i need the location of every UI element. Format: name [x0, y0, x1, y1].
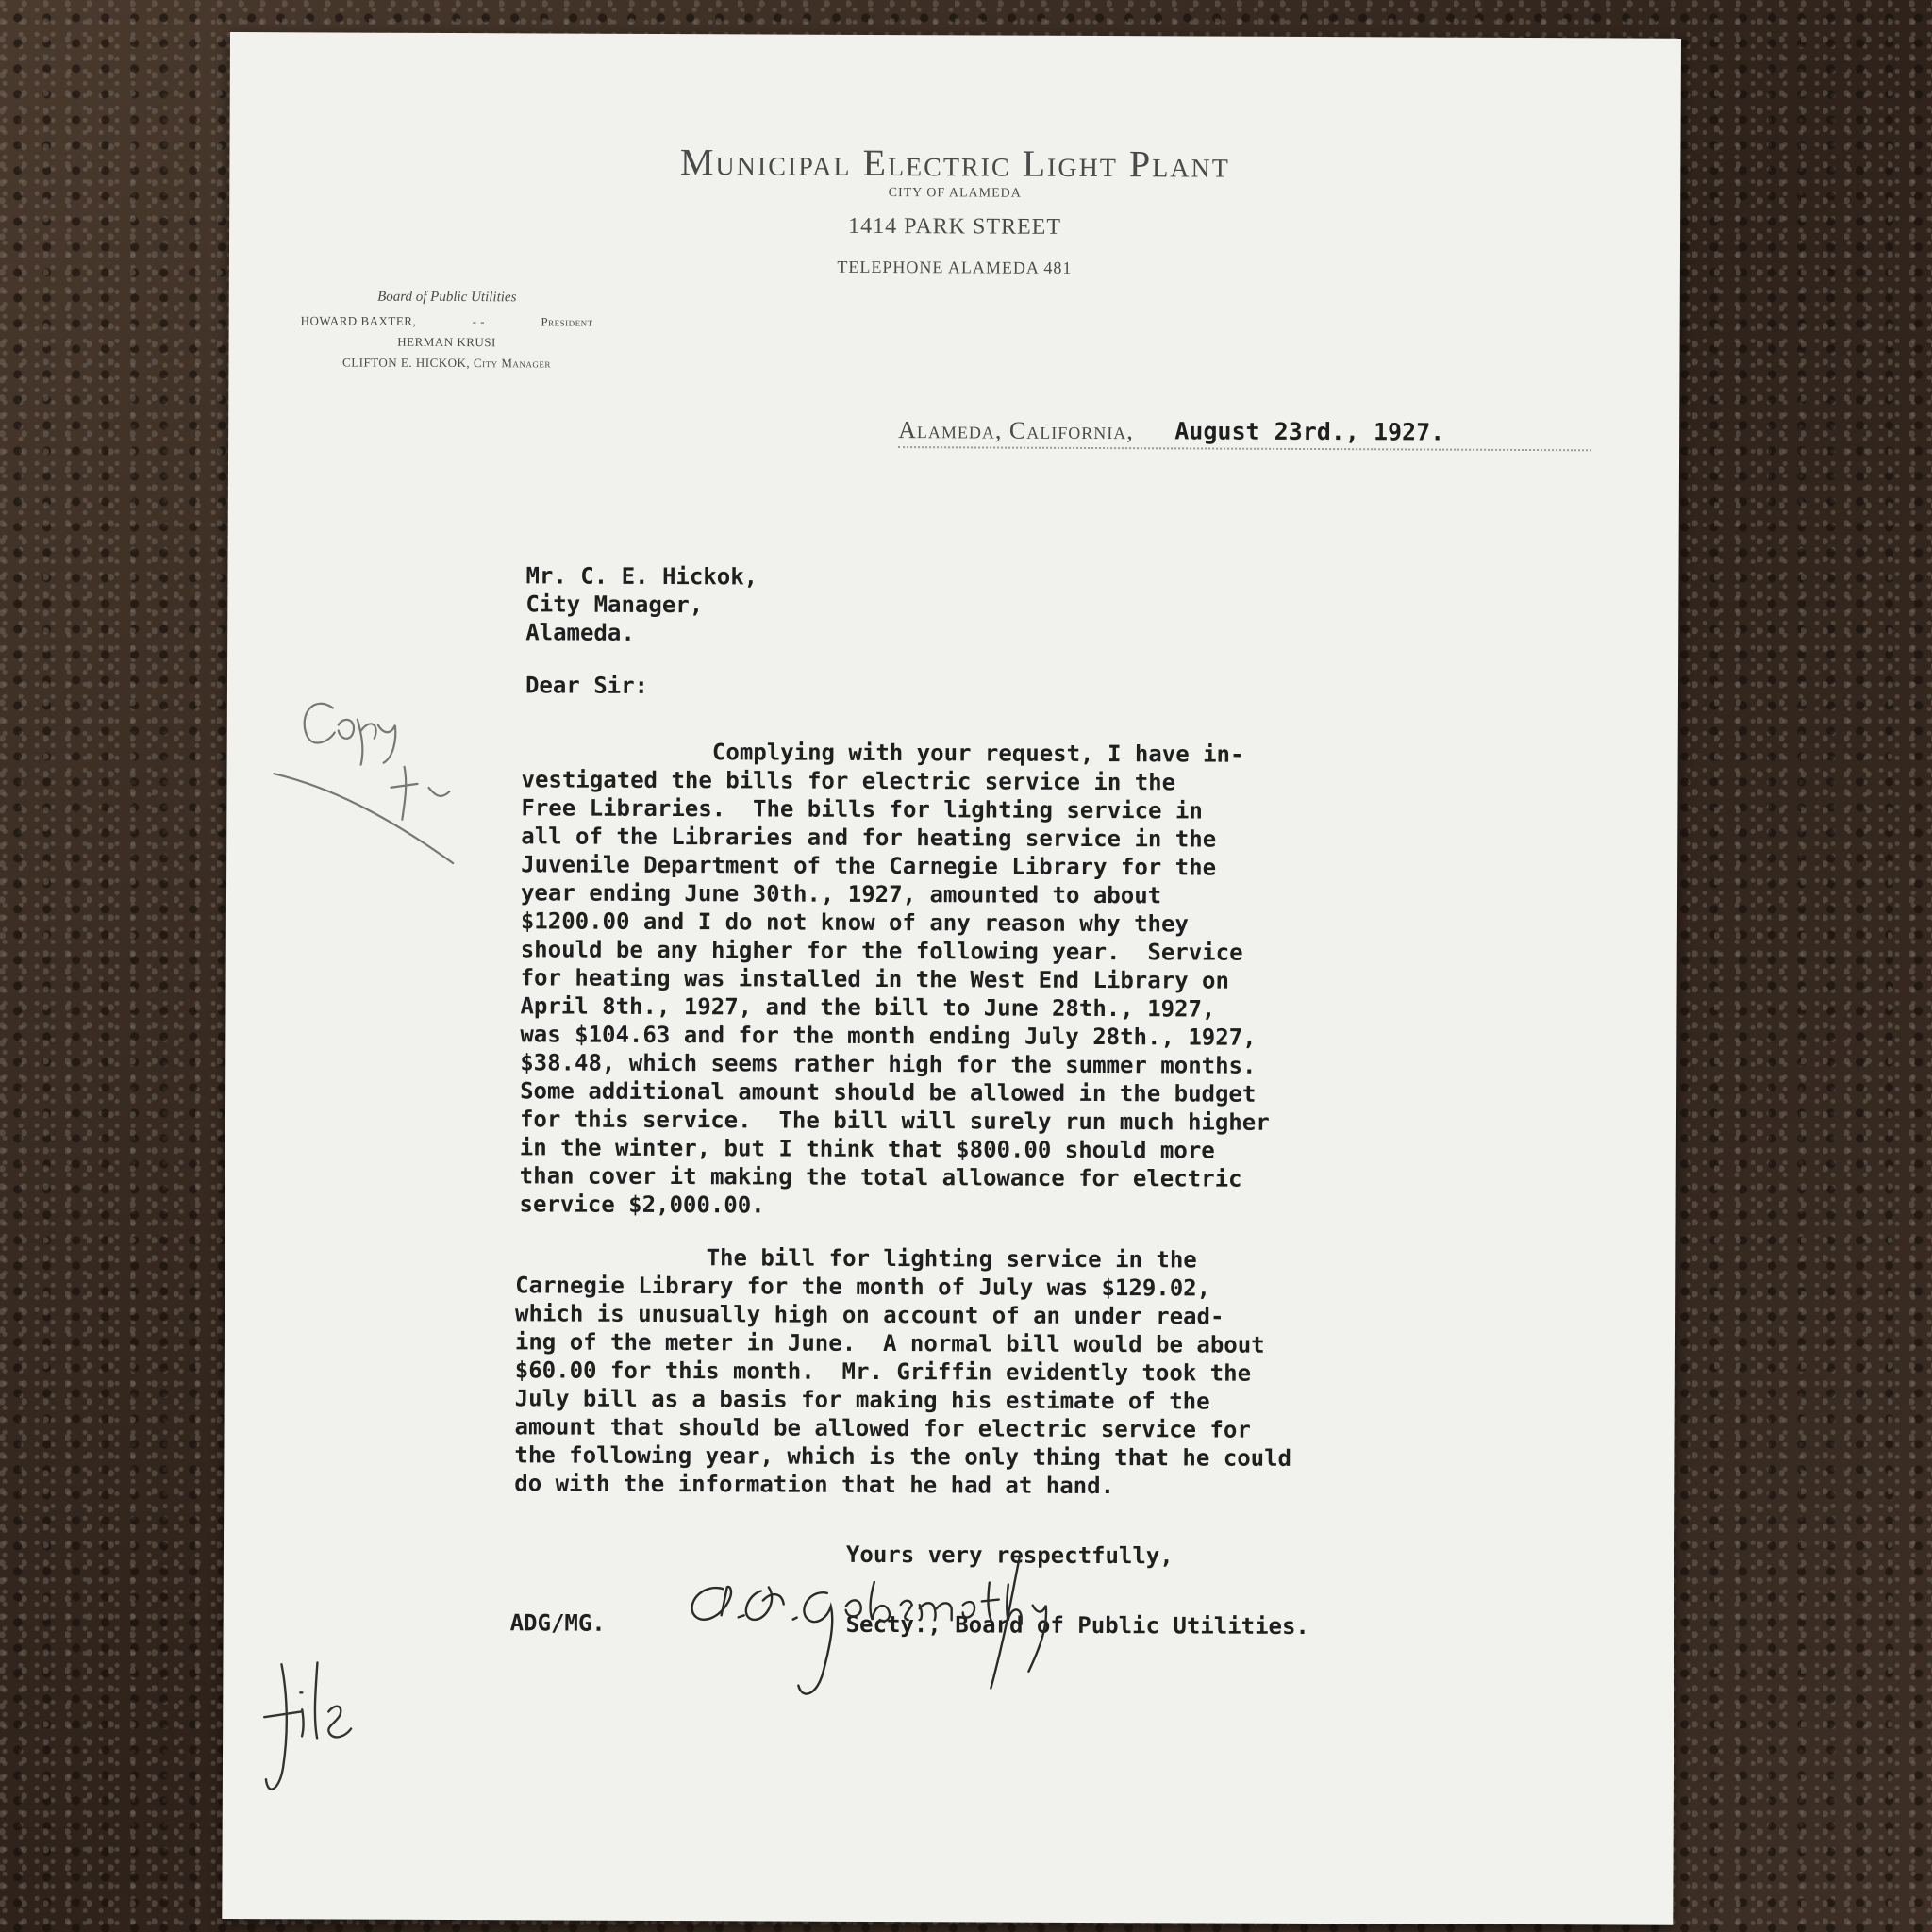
signature-handwriting	[691, 1555, 1046, 1695]
board-member-role: President	[541, 314, 593, 329]
body-paragraph-2: The bill for lighting service in the Carnegie Library for the month of July was $129.02, which is unusually high on account of an under read- ing of the meter in June. A normal bill would be about $60.00 for this month. Mr. Griffin evidently took the July bill as a basis for making his estimate of the amount that should be allowed for electric service for the following year, which is the only thing that he could do with the information that he had at hand.	[514, 1243, 1292, 1500]
board-member-row: HERMAN KRUSI	[397, 334, 496, 350]
place-name: Alameda, California,	[898, 416, 1134, 445]
letter-page	[222, 32, 1681, 1925]
letterhead-city: CITY OF ALAMEDA	[888, 186, 1022, 201]
letterhead-title: Municipal Electric Light Plant	[679, 141, 1230, 186]
signature-title: Secty., Board of Public Utilities.	[845, 1610, 1309, 1641]
handwriting-layer	[222, 32, 1681, 1925]
file-note-handwriting	[264, 1662, 352, 1790]
typist-initials: ADG/MG.	[509, 1609, 606, 1637]
board-member-dashes: - -	[472, 314, 486, 329]
letter-date: August 23rd., 1927.	[1174, 417, 1445, 446]
closing: Yours very respectfully,	[845, 1541, 1174, 1570]
recipient-address: Mr. C. E. Hickok, City Manager, Alameda.	[525, 562, 758, 646]
letterhead-address: 1414 PARK STREET	[848, 213, 1062, 240]
margin-note-handwriting	[274, 704, 454, 863]
salutation: Dear Sir:	[525, 672, 649, 699]
board-city-manager: CLIFTON E. HICKOK, City Manager	[342, 355, 551, 371]
letterhead-telephone: TELEPHONE ALAMEDA 481	[837, 257, 1073, 277]
board-heading: Board of Public Utilities	[377, 289, 517, 306]
board-member-name: HOWARD BAXTER,	[300, 313, 417, 328]
body-paragraph-1: Complying with your request, I have in- vestigated the bills for electric service in the Free Libraries. The bills for lighting service in all of the Libraries and for heating service in the Juvenile Department of the Carnegie Library for the year ending June 30th., 1927, amounted to about $1200.00 and I do not know of any reason why they should be any higher for the following year. Service for heating was installed in the West End Library on April 8th., 1927, and the bill to June 28th., 1927, was $104.63 and for the month ending July 28th., 1927, $38.48, which seems rather high for the summer months. Some additional amount should be allowed in the budget for this service. The bill will surely run much higher in the winter, but I think that $800.00 should more than cover it making the total allowance for electric service $2,000.00.	[519, 738, 1270, 1219]
